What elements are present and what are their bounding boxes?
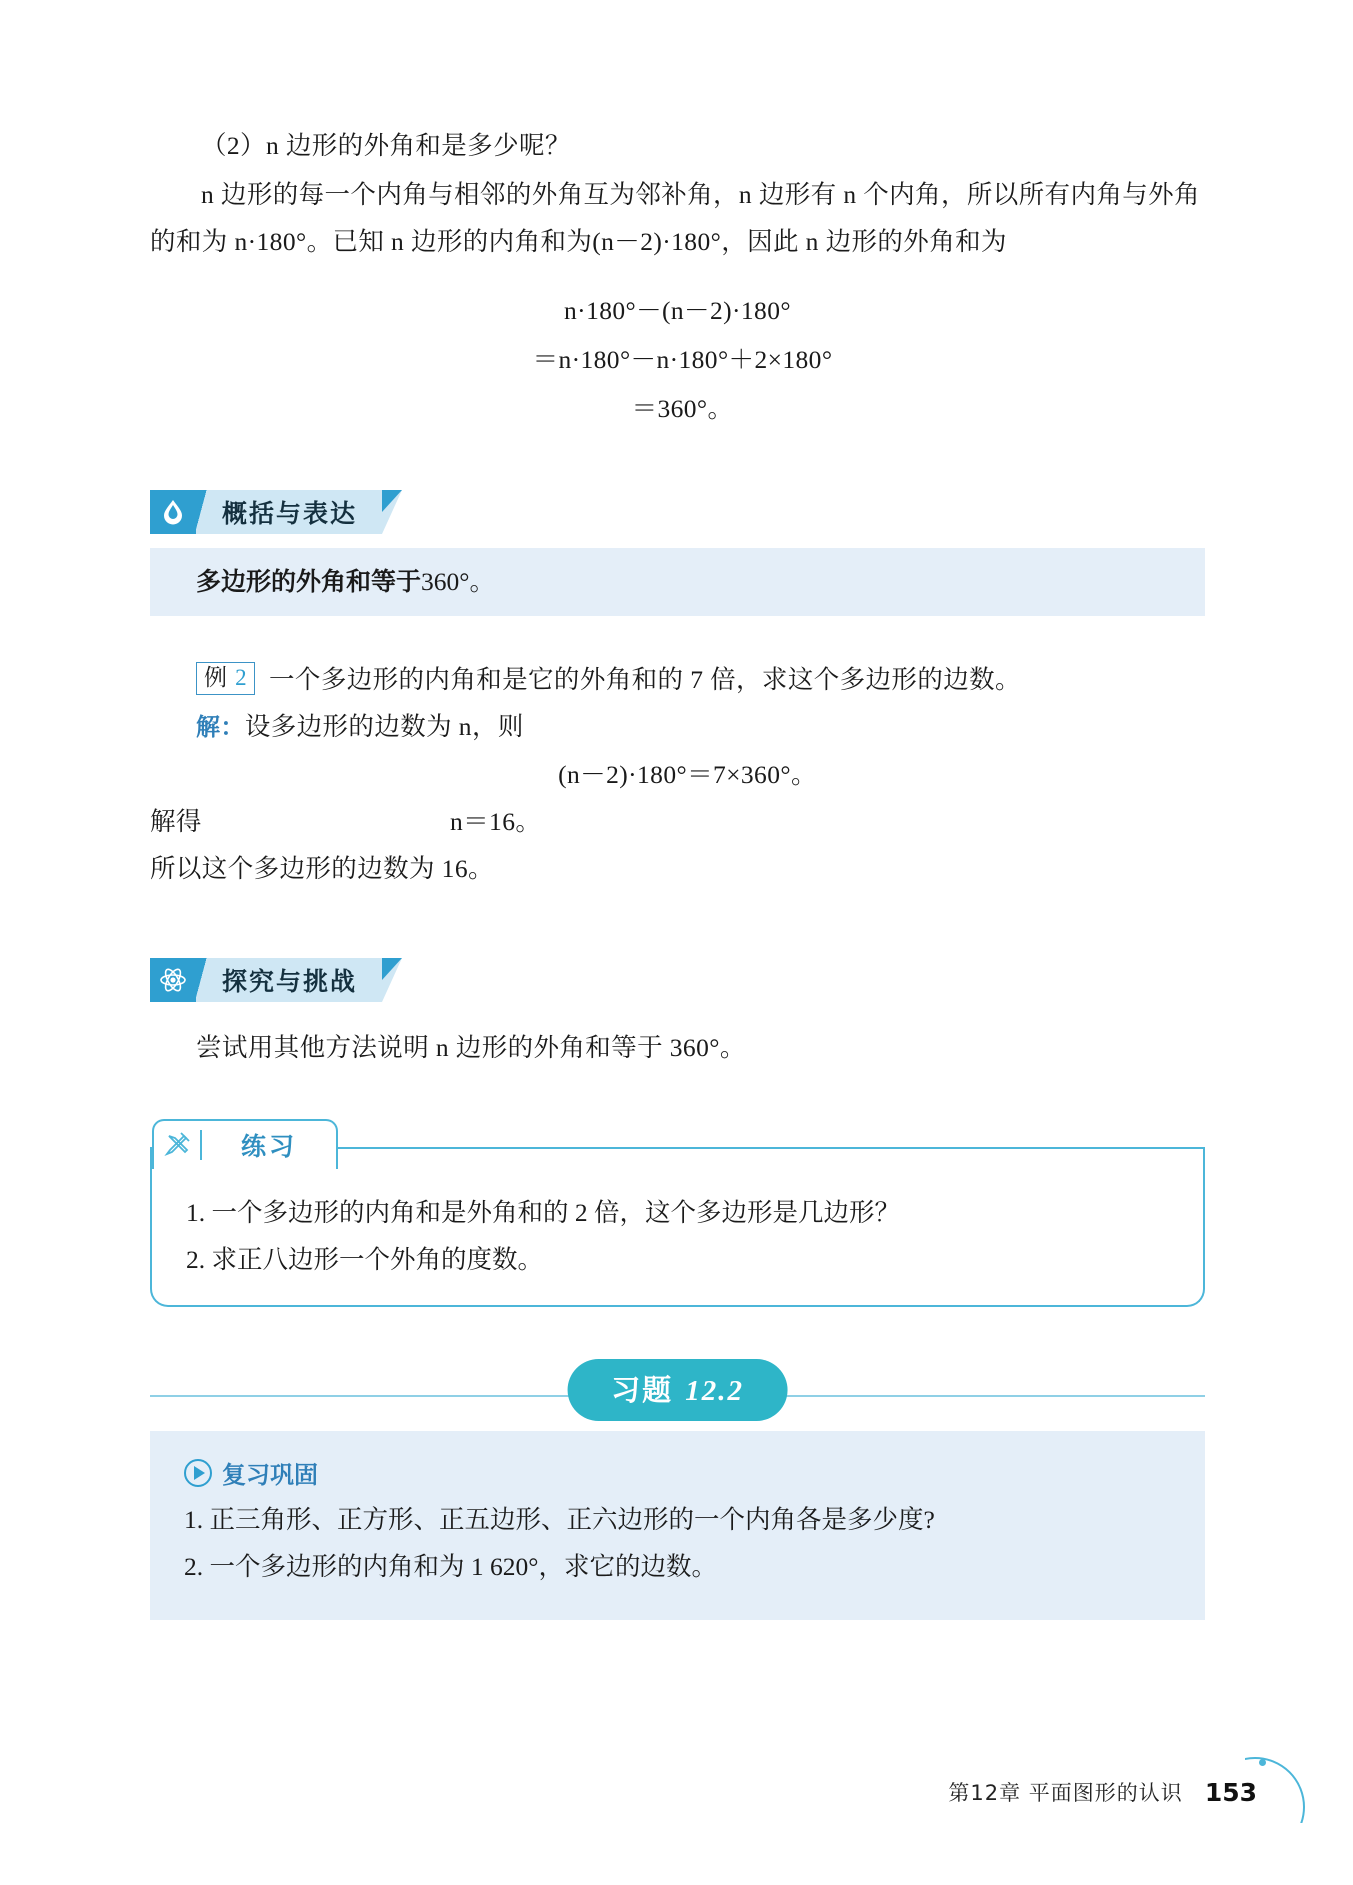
result-label: 解得 xyxy=(150,807,202,836)
page-content xyxy=(150,0,1205,1620)
equation-line-2: ＝n·180°－n·180°＋2×180° xyxy=(532,345,833,374)
atom-icon xyxy=(150,958,196,1002)
example-line xyxy=(150,656,1205,703)
practice-box xyxy=(150,1132,1205,1307)
practice-tab xyxy=(152,1119,338,1169)
exercise-body xyxy=(150,1431,1205,1620)
summary-banner-label: 概括与表达 xyxy=(212,490,382,534)
example-solution-line xyxy=(150,703,1205,751)
footer-chapter: 第12章 平面图形的认识 xyxy=(948,1781,1183,1805)
summary-bold-text: 多边形的外角和等于 xyxy=(196,567,422,596)
exercise-subsection-label: 复习巩固 xyxy=(222,1461,318,1489)
derivation-paragraph: n 边形的每一个内角与相邻的外角互为邻补角，n 边形有 n 个内角，所以所有内角与外角的和为 n·180°。已知 n 边形的内角和为(n－2)·180°，因此 n 边形的外角和为 xyxy=(150,180,1200,256)
example-result-row xyxy=(150,798,1205,845)
exercise-title-number: 12.2 xyxy=(685,1375,744,1407)
page-footer xyxy=(0,1757,1353,1807)
exercise-pill xyxy=(567,1359,788,1421)
exercise-title-text: 习题 xyxy=(611,1373,674,1407)
list-item: 1. 一个多边形的内角和是外角和的 2 倍，这个多边形是几边形？ xyxy=(186,1198,901,1227)
page-number: 153 xyxy=(1204,1777,1257,1807)
explore-text: 尝试用其他方法说明 n 边形的外角和等于 360°。 xyxy=(196,1033,746,1062)
example-statement: 一个多边形的内角和是它的外角和的 7 倍，求这个多边形的边数。 xyxy=(269,665,1021,694)
equation-line-1: n·180°－(n－2)·180° xyxy=(564,296,791,325)
summary-box xyxy=(150,548,1205,616)
example-tag-number: 2 xyxy=(235,665,248,690)
explore-banner xyxy=(150,958,402,1002)
result-value: n＝16。 xyxy=(450,807,542,836)
summary-banner xyxy=(150,490,402,534)
practice-section xyxy=(150,1132,1205,1307)
example-conclusion: 所以这个多边形的边数为 16。 xyxy=(150,854,494,883)
example-tag-label: 例 xyxy=(204,665,228,691)
corner-decoration xyxy=(1245,1757,1305,1823)
solution-label: 解： xyxy=(196,713,245,741)
banner-slash xyxy=(196,490,212,534)
pencil-ruler-icon xyxy=(154,1131,200,1159)
example-tag xyxy=(196,662,255,695)
explore-banner-label: 探究与挑战 xyxy=(212,958,382,1002)
exercise-subsection-head xyxy=(184,1455,1175,1490)
list-item: 2. 求正八边形一个外角的度数。 xyxy=(186,1245,544,1274)
list-item: 2. 一个多边形的内角和为 1 620°，求它的边数。 xyxy=(184,1552,717,1581)
list-item: 1. 正三角形、正方形、正五边形、正六边形的一个内角各是多少度? xyxy=(184,1505,935,1534)
droplet-icon xyxy=(150,490,196,534)
play-circle-icon xyxy=(184,1459,212,1487)
summary-value: 360°。 xyxy=(421,567,495,596)
banner-arrow xyxy=(382,490,402,534)
banner-slash xyxy=(196,958,212,1002)
question-2-text: （2）n 边形的外角和是多少呢？ xyxy=(201,131,571,160)
equation-line-3: ＝360°。 xyxy=(631,394,734,423)
practice-tab-label: 练习 xyxy=(240,1132,297,1161)
banner-arrow xyxy=(382,958,402,1002)
exercise-title xyxy=(150,1359,1205,1431)
solution-text: 设多边形的边数为 n，则 xyxy=(244,712,524,741)
example-equation: (n－2)·180°＝7×360°。 xyxy=(558,760,817,789)
